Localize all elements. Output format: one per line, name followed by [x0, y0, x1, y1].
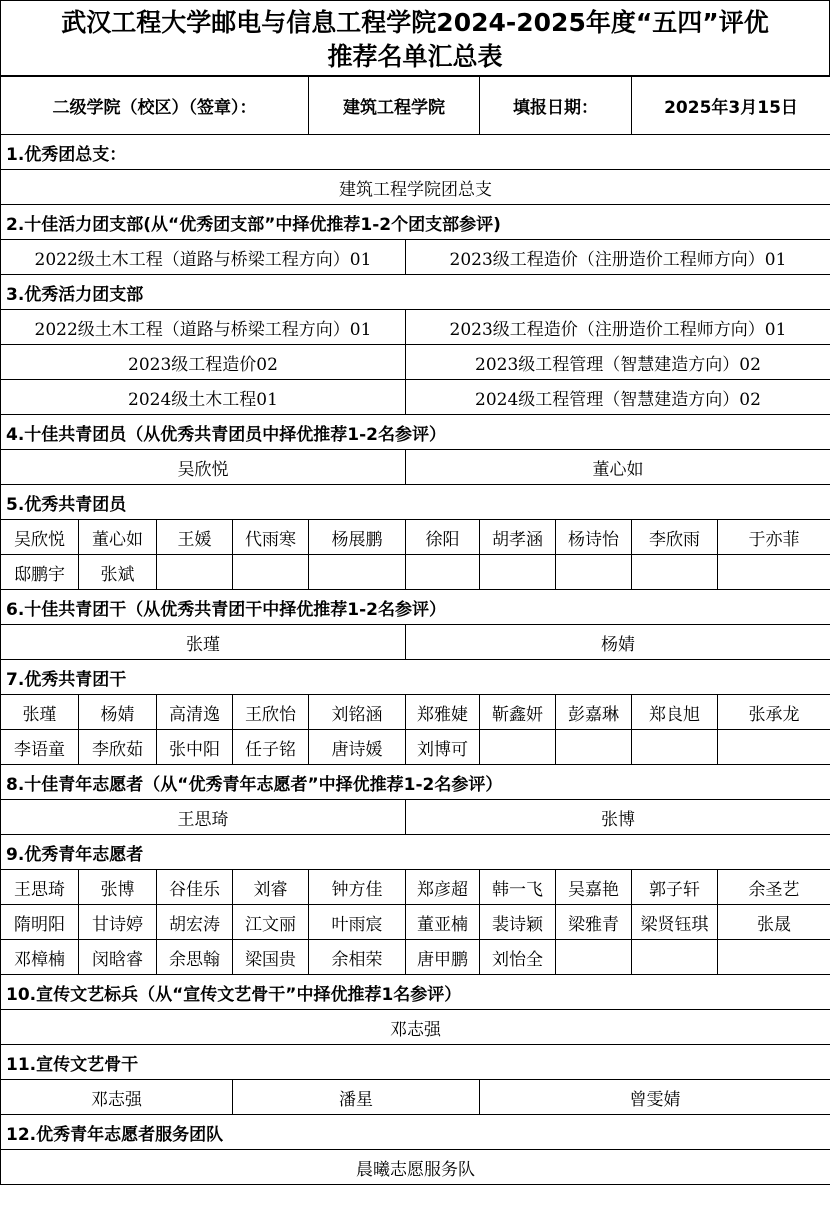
- nominee-cell: 郑雅婕: [406, 695, 480, 730]
- nominee-cell: 邓志强: [1, 1080, 233, 1115]
- section-title: 12.优秀青年志愿者服务团队: [1, 1115, 830, 1150]
- nominee-cell: 谷佳乐: [157, 870, 233, 905]
- nominee-cell: 郭子轩: [632, 870, 718, 905]
- section-title: 10.宣传文艺标兵（从“宣传文艺骨干”中择优推荐1名参评）: [1, 975, 830, 1010]
- empty-cell: [556, 555, 632, 590]
- section-title: 4.十佳共青团员（从优秀共青团员中择优推荐1-2名参评）: [1, 415, 830, 450]
- nominee-cell: 余相荣: [309, 940, 406, 975]
- nominee-cell: 刘怡全: [480, 940, 556, 975]
- empty-cell: [157, 555, 233, 590]
- nominee-cell: 吴欣悦: [1, 520, 79, 555]
- document-title: [0, 0, 830, 76]
- nominee-cell: 杨婧: [79, 695, 157, 730]
- nominee-cell: 邓樟楠: [1, 940, 79, 975]
- nominee-cell: 张斌: [79, 555, 157, 590]
- nominee-cell: 吴欣悦: [1, 450, 406, 485]
- nominee-cell: 董心如: [79, 520, 157, 555]
- nominee-cell: 董亚楠: [406, 905, 480, 940]
- nominee-cell: 唐诗媛: [309, 730, 406, 765]
- nominee-cell: 郑良旭: [632, 695, 718, 730]
- section-title: 6.十佳共青团干（从优秀共青团干中择优推荐1-2名参评）: [1, 590, 830, 625]
- empty-cell: [632, 555, 718, 590]
- nominee-cell: 李语童: [1, 730, 79, 765]
- empty-cell: [632, 730, 718, 765]
- section-title: 5.优秀共青团员: [1, 485, 830, 520]
- date-value: 2025年3月15日: [632, 77, 830, 135]
- nominee-cell: 张中阳: [157, 730, 233, 765]
- nominee-cell: 董心如: [406, 450, 830, 485]
- nominee-cell: 裴诗颖: [480, 905, 556, 940]
- empty-cell: [556, 940, 632, 975]
- nominee-cell: 钟方佳: [309, 870, 406, 905]
- nominee-cell: 潘星: [233, 1080, 480, 1115]
- nominee-cell: 吴嘉艳: [556, 870, 632, 905]
- empty-cell: [309, 555, 406, 590]
- nominee-cell: 徐阳: [406, 520, 480, 555]
- nominee-cell: 梁雅青: [556, 905, 632, 940]
- nominee-cell: 2023级工程造价（注册造价工程师方向）01: [406, 240, 830, 275]
- nomination-table: [0, 76, 830, 1185]
- empty-cell: [718, 730, 830, 765]
- nominee-cell: 2024级工程管理（智慧建造方向）02: [406, 380, 830, 415]
- nominee-cell: 隋明阳: [1, 905, 79, 940]
- nominee-cell: 刘睿: [233, 870, 309, 905]
- empty-cell: [718, 555, 830, 590]
- nominee-cell: 王欣怡: [233, 695, 309, 730]
- nominee-cell: 张瑾: [1, 625, 406, 660]
- empty-cell: [406, 555, 480, 590]
- nominee-cell: 王思琦: [1, 870, 79, 905]
- nominee-cell: 胡孝涵: [480, 520, 556, 555]
- nominee-cell: 张博: [406, 800, 830, 835]
- nominee-cell: 胡宏涛: [157, 905, 233, 940]
- header-row: [1, 77, 830, 135]
- nominee-cell: 邓志强: [1, 1010, 830, 1045]
- nominee-cell: 2023级工程造价02: [1, 345, 406, 380]
- empty-cell: [480, 555, 556, 590]
- section-title: 11.宣传文艺骨干: [1, 1045, 830, 1080]
- nominee-cell: 郑彦超: [406, 870, 480, 905]
- nominee-cell: 晨曦志愿服务队: [1, 1150, 830, 1185]
- section-title: 9.优秀青年志愿者: [1, 835, 830, 870]
- section-title: 2.十佳活力团支部(从“优秀团支部”中择优推荐1-2个团支部参评): [1, 205, 830, 240]
- empty-cell: [480, 730, 556, 765]
- nominee-cell: 靳鑫妍: [480, 695, 556, 730]
- nominee-cell: 张博: [79, 870, 157, 905]
- empty-cell: [233, 555, 309, 590]
- nominee-cell: 2023级工程管理（智慧建造方向）02: [406, 345, 830, 380]
- nominee-cell: 王思琦: [1, 800, 406, 835]
- empty-cell: [718, 940, 830, 975]
- section-title: 8.十佳青年志愿者（从“优秀青年志愿者”中择优推荐1-2名参评）: [1, 765, 830, 800]
- nominee-cell: 2022级土木工程（道路与桥梁工程方向）01: [1, 310, 406, 345]
- nominee-cell: 张瑾: [1, 695, 79, 730]
- nominee-cell: 刘铭涵: [309, 695, 406, 730]
- nominee-cell: 余圣艺: [718, 870, 830, 905]
- nominee-cell: 刘博可: [406, 730, 480, 765]
- nominee-cell: 江文丽: [233, 905, 309, 940]
- empty-cell: [632, 940, 718, 975]
- nominee-cell: 张承龙: [718, 695, 830, 730]
- section-title: 7.优秀共青团干: [1, 660, 830, 695]
- college-label: 二级学院（校区）（签章）：: [1, 77, 309, 135]
- nominee-cell: 甘诗婷: [79, 905, 157, 940]
- nominee-cell: 2023级工程造价（注册造价工程师方向）01: [406, 310, 830, 345]
- nominee-cell: 任子铭: [233, 730, 309, 765]
- section-title: 1.优秀团总支：: [1, 135, 830, 170]
- nominee-cell: 代雨寒: [233, 520, 309, 555]
- nominee-cell: 高清逸: [157, 695, 233, 730]
- title-line-1: 武汉工程大学邮电与信息工程学院2024-2025年度“五四”评优: [61, 8, 769, 37]
- nominee-cell: 2022级土木工程（道路与桥梁工程方向）01: [1, 240, 406, 275]
- nominee-cell: 2024级土木工程01: [1, 380, 406, 415]
- nominee-cell: 余思翰: [157, 940, 233, 975]
- nominee-cell: 梁国贵: [233, 940, 309, 975]
- title-line-2: 推荐名单汇总表: [327, 42, 503, 71]
- nominee-cell: 杨展鹏: [309, 520, 406, 555]
- nominee-cell: 于亦菲: [718, 520, 830, 555]
- nominee-cell: 曾雯婧: [480, 1080, 830, 1115]
- empty-cell: [556, 730, 632, 765]
- nominee-cell: 张晟: [718, 905, 830, 940]
- nominee-cell: 彭嘉琳: [556, 695, 632, 730]
- nominee-cell: 邸鹏宇: [1, 555, 79, 590]
- nominee-cell: 梁贤钰琪: [632, 905, 718, 940]
- nominee-cell: 建筑工程学院团总支: [1, 170, 830, 205]
- college-value: 建筑工程学院: [309, 77, 480, 135]
- nominee-cell: 李欣茹: [79, 730, 157, 765]
- nominee-cell: 唐甲鹏: [406, 940, 480, 975]
- nominee-cell: 王媛: [157, 520, 233, 555]
- nominee-cell: 韩一飞: [480, 870, 556, 905]
- nominee-cell: 李欣雨: [632, 520, 718, 555]
- section-title: 3.优秀活力团支部: [1, 275, 830, 310]
- date-label: 填报日期：: [480, 77, 632, 135]
- nominee-cell: 闵晗睿: [79, 940, 157, 975]
- nominee-cell: 杨诗怡: [556, 520, 632, 555]
- nominee-cell: 杨婧: [406, 625, 830, 660]
- nominee-cell: 叶雨宸: [309, 905, 406, 940]
